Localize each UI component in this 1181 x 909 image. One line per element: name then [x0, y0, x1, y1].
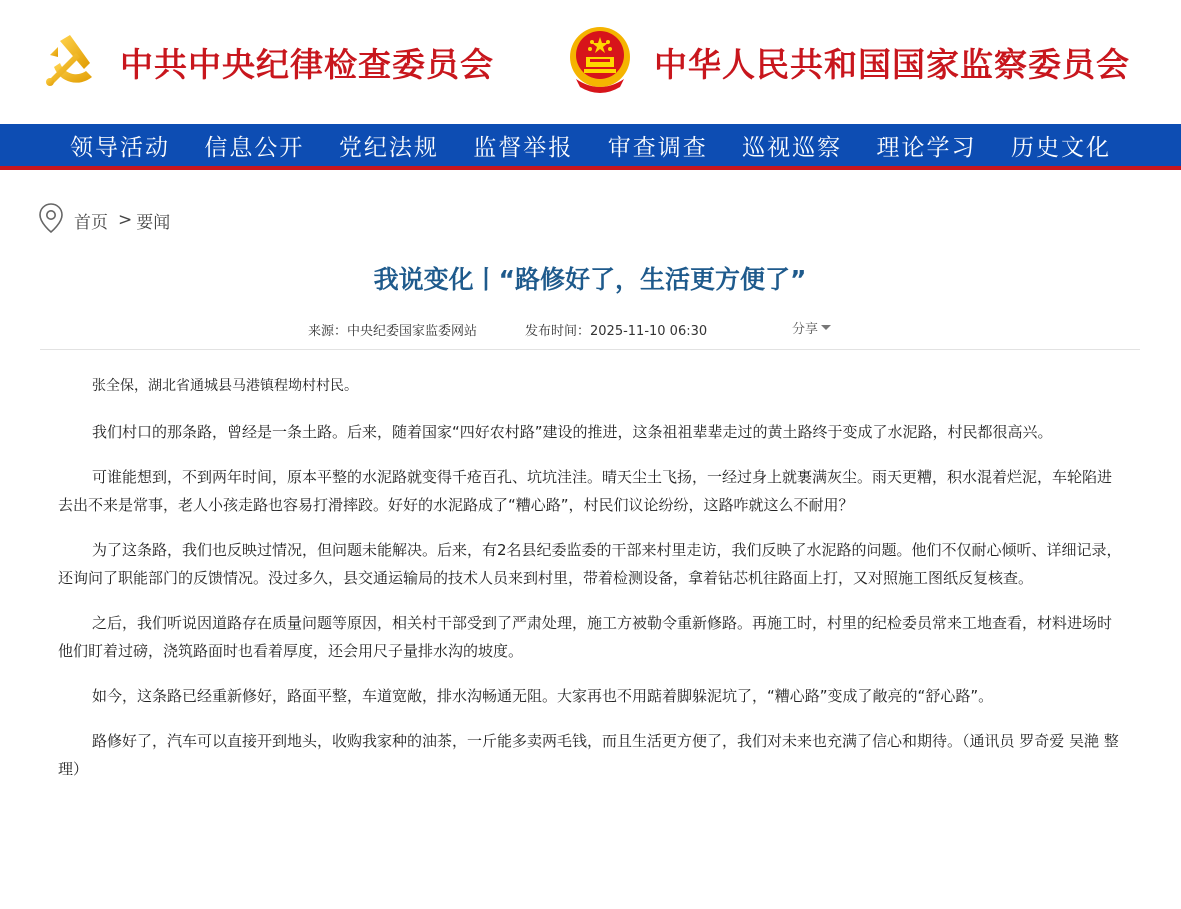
article-paragraph: 为了这条路，我们也反映过情况，但问题未能解决。后来，有2名县纪委监委的干部来村里走访，我们反映了水泥路的问题。他们不仅耐心倾听、详细记录，还询问了职能部门的反馈情况。没过多久，县交通运输局的技术人员来到村里，带着检测设备，拿着钻芯机往路面上打，又对照施工图纸反复核查。 [58, 541, 1122, 587]
main-nav [0, 124, 1181, 170]
national-emblem-icon [566, 23, 634, 101]
ccdi-brand[interactable] [40, 22, 494, 102]
article-paragraph: 路修好了，汽车可以直接开到地头，收购我家种的油茶，一斤能多卖两毛钱，而且生活更方便了，我们对未来也充满了信心和期待。（通讯员 罗奇爱 吴滟 整理） [58, 732, 1119, 778]
nav-item-inspection[interactable]: 巡视巡察 [742, 134, 843, 161]
ccdi-title: 中共中央纪律检查委员会 [120, 44, 494, 84]
breadcrumb-home-link[interactable]: 首页 [74, 212, 108, 233]
party-emblem-icon [40, 27, 106, 97]
location-pin-icon [38, 202, 64, 239]
article-meta [0, 320, 1181, 340]
nav-item-leadership[interactable]: 领导活动 [70, 134, 170, 161]
nsc-brand[interactable] [566, 22, 1130, 102]
nav-item-info-disclosure[interactable]: 信息公开 [204, 134, 305, 161]
article-publish-time: 发布时间：2025-11-10 06:30 [525, 324, 708, 339]
article-title: 我说变化丨“路修好了，生活更方便了” [373, 265, 807, 294]
breadcrumb-current-link[interactable]: 要闻 [136, 212, 171, 233]
article-paragraph: 之后，我们听说因道路存在质量问题等原因，相关村干部受到了严肃处理，施工方被勒令重新修路。再施工时，村里的纪检委员常来工地查看，材料进场时他们盯着过磅，浇筑路面时也看着厚度，还会用尺子量排水沟的坡度。 [58, 614, 1113, 660]
nav-item-theory[interactable]: 理论学习 [876, 134, 977, 161]
article-paragraph: 可谁能想到，不到两年时间，原本平整的水泥路就变得千疮百孔、坑坑洼洼。晴天尘土飞扬，一经过身上就裹满灰尘。雨天更糟，积水混着烂泥，车轮陷进去出不来是常事，老人小孩走路也容易打滑摔跤。好好的水泥路成了“糟心路”，村民们议论纷纷，这路咋就这么不耐用？ [58, 468, 1113, 514]
breadcrumb-separator: > [118, 210, 133, 230]
article-body [58, 372, 1124, 800]
nsc-title: 中华人民共和国国家监察委员会 [654, 44, 1130, 84]
article-intro-paragraph: 张全保，湖北省通城县马港镇程坳村村民。 [92, 378, 358, 394]
article-paragraph: 我们村口的那条路，曾经是一条土路。后来，随着国家“四好农村路”建设的推进，这条祖祖辈辈走过的黄土路终于变成了水泥路，村民都很高兴。 [92, 423, 1053, 441]
share-label: 分享 [792, 322, 819, 337]
meta-divider [40, 349, 1140, 350]
nav-item-regulations[interactable]: 党纪法规 [338, 134, 439, 161]
breadcrumb [38, 204, 170, 236]
masthead [0, 0, 1181, 124]
nav-item-history[interactable]: 历史文化 [1010, 134, 1111, 161]
nav-item-report[interactable]: 监督举报 [473, 134, 574, 161]
article-source: 来源：中央纪委国家监委网站 [308, 324, 478, 339]
share-button[interactable] [792, 318, 831, 337]
nav-item-investigation[interactable]: 审查调查 [607, 134, 708, 161]
chevron-down-icon [821, 325, 831, 330]
article-paragraph: 如今，这条路已经重新修好，路面平整，车道宽敞，排水沟畅通无阻。大家再也不用踮着脚躲泥坑了，“糟心路”变成了敞亮的“舒心路”。 [92, 687, 994, 705]
